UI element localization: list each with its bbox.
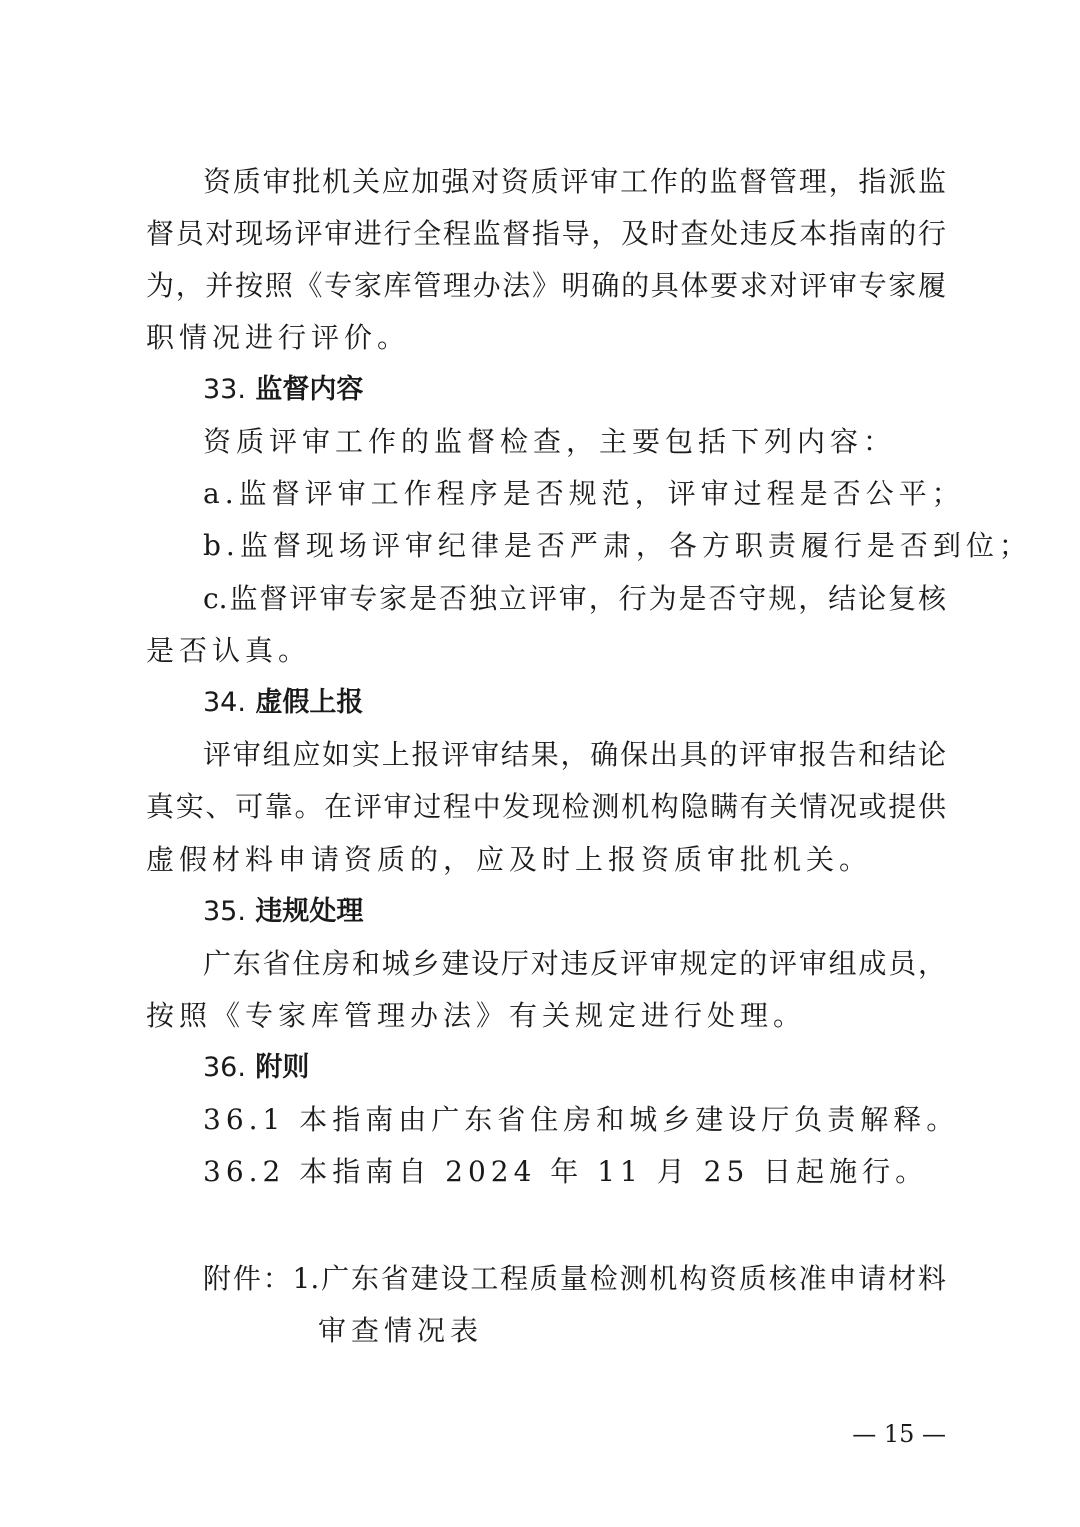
list-item: b.监督现场评审纪律是否严肃，各方职责履行是否到位； (203, 529, 1032, 562)
list-item: a.监督评审工作程序是否规范，评审过程是否公平； (203, 477, 965, 510)
paragraph-line: 按照《专家库管理办法》有关规定进行处理。 (146, 999, 807, 1032)
section-title: 监督内容 (255, 374, 364, 405)
paragraph-line: 真实、可靠。在评审过程中发现检测机构隐瞒有关情况或提供 (146, 790, 946, 823)
section-number: 35. (203, 896, 246, 927)
section-heading-33 (203, 373, 946, 407)
section-number: 34. (203, 687, 246, 718)
section-title: 虚假上报 (255, 687, 364, 718)
page-number: — 15 — (852, 1420, 946, 1448)
paragraph-line: 评审组应如实上报评审结果，确保出具的评审报告和结论 (203, 738, 946, 771)
paragraph-line: 为，并按照《专家库管理办法》明确的具体要求对评审专家履 (146, 269, 946, 302)
section-heading-35 (203, 895, 946, 929)
section-heading-36 (203, 1051, 946, 1085)
clause-line: 36.1 本指南由广东省住房和城乡建设厅负责解释。 (203, 1103, 960, 1136)
clause-line: 36.2 本指南自 2024 年 11 月 25 日起施行。 (203, 1155, 929, 1188)
paragraph-line: 虚假材料申请资质的，应及时上报资质审批机关。 (146, 843, 873, 876)
attachment-line-continuation: 审查情况表 (318, 1314, 484, 1347)
section-number: 36. (203, 1052, 246, 1083)
list-item: c.监督评审专家是否独立评审，行为是否守规，结论复核 (203, 582, 946, 615)
paragraph-line: 督员对现场评审进行全程监督指导，及时查处违反本指南的行 (146, 217, 946, 250)
paragraph-line: 广东省住房和城乡建设厅对违反评审规定的评审组成员， (203, 947, 946, 980)
paragraph-line: 资质审批机关应加强对资质评审工作的监督管理，指派监 (203, 165, 946, 198)
section-heading-34 (203, 686, 946, 720)
paragraph-line: 资质评审工作的监督检查，主要包括下列内容： (203, 425, 897, 458)
section-title: 附则 (255, 1052, 310, 1083)
list-item-continuation: 是否认真。 (146, 634, 312, 667)
paragraph-line: 职情况进行评价。 (146, 321, 411, 354)
section-title: 违规处理 (255, 896, 364, 927)
section-number: 33. (203, 374, 246, 405)
attachment-line: 附件：1.广东省建设工程质量检测机构资质核准申请材料 (203, 1262, 946, 1295)
